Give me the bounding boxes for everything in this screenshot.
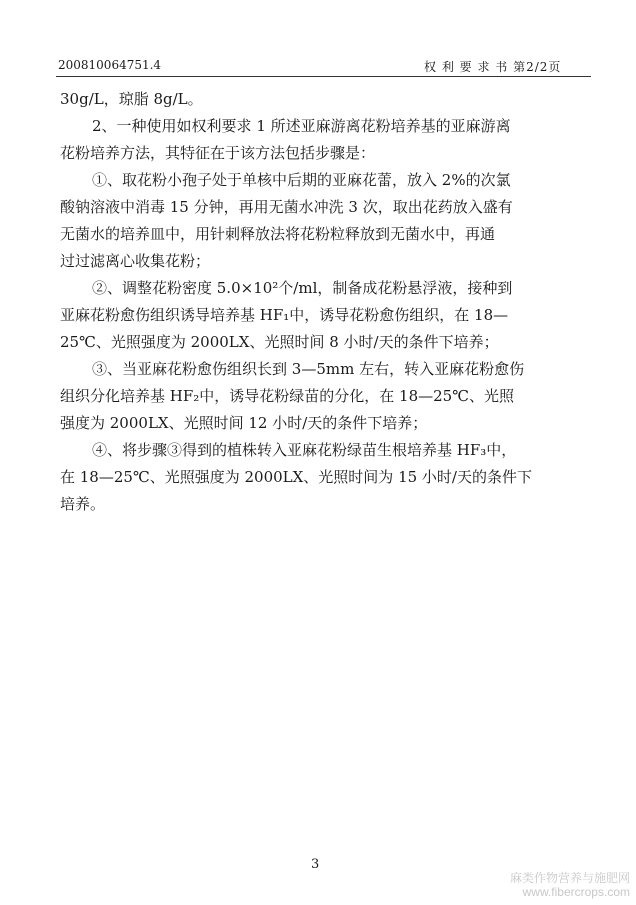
claim-text-line: ④、将步骤③得到的植株转入亚麻花粉绿苗生根培养基 HF₃中， (92, 441, 517, 459)
claim-text-line: ①、取花粉小孢子处于单核中后期的亚麻花蕾，放入 2%的次氯 (92, 171, 511, 189)
claim-text-line: 组织分化培养基 HF₂中，诱导花粉绿苗的分化，在 18—25℃、光照 (60, 387, 514, 405)
claim-text-line: ②、调整花粉密度 5.0×10²个/ml，制备成花粉悬浮液，接种到 (92, 279, 513, 297)
claim-text-line: 过过滤离心收集花粉； (60, 252, 211, 270)
claim-text-line: ③、当亚麻花粉愈伤组织长到 3—5mm 左右，转入亚麻花粉愈伤 (92, 360, 525, 378)
claim-text-line: 2、一种使用如权利要求 1 所述亚麻游离花粉培养基的亚麻游离 (92, 117, 511, 135)
claim-text-line: 30g/L，琼脂 8g/L。 (60, 90, 203, 108)
claim-text-line: 培养。 (60, 495, 106, 513)
claim-text-line: 酸钠溶液中消毒 15 分钟，再用无菌水冲洗 3 次，取出花药放入盛有 (60, 198, 513, 216)
claim-text-line: 25℃、光照强度为 2000LX、光照时间 8 小时/天的条件下培养； (60, 333, 499, 351)
claim-text-line: 亚麻花粉愈伤组织诱导培养基 HF₁中，诱导花粉愈伤组织，在 18— (60, 306, 509, 324)
claim-text-line: 无菌水的培养皿中，用针刺释放法将花粉粒释放到无菌水中，再通 (60, 225, 496, 243)
patent-number: 200810064751.4 (58, 58, 162, 72)
claims-body (60, 86, 590, 518)
claim-text-line: 花粉培养方法，其特征在于该方法包括步骤是： (60, 144, 376, 162)
header-divider (56, 76, 591, 77)
claim-text-line: 强度为 2000LX、光照时间 12 小时/天的条件下培养； (60, 414, 428, 432)
page-number: 3 (311, 857, 320, 872)
watermark-site-name: 麻类作物营养与施肥网 (509, 871, 630, 885)
claim-text-line: 在 18—25℃、光照强度为 2000LX、光照时间为 15 小时/天的条件下 (60, 468, 532, 486)
watermark-url: www.fibercrops.com (522, 885, 630, 899)
site-watermark (510, 871, 630, 899)
section-title: 权 利 要 求 书 第2/2页 (424, 60, 562, 74)
